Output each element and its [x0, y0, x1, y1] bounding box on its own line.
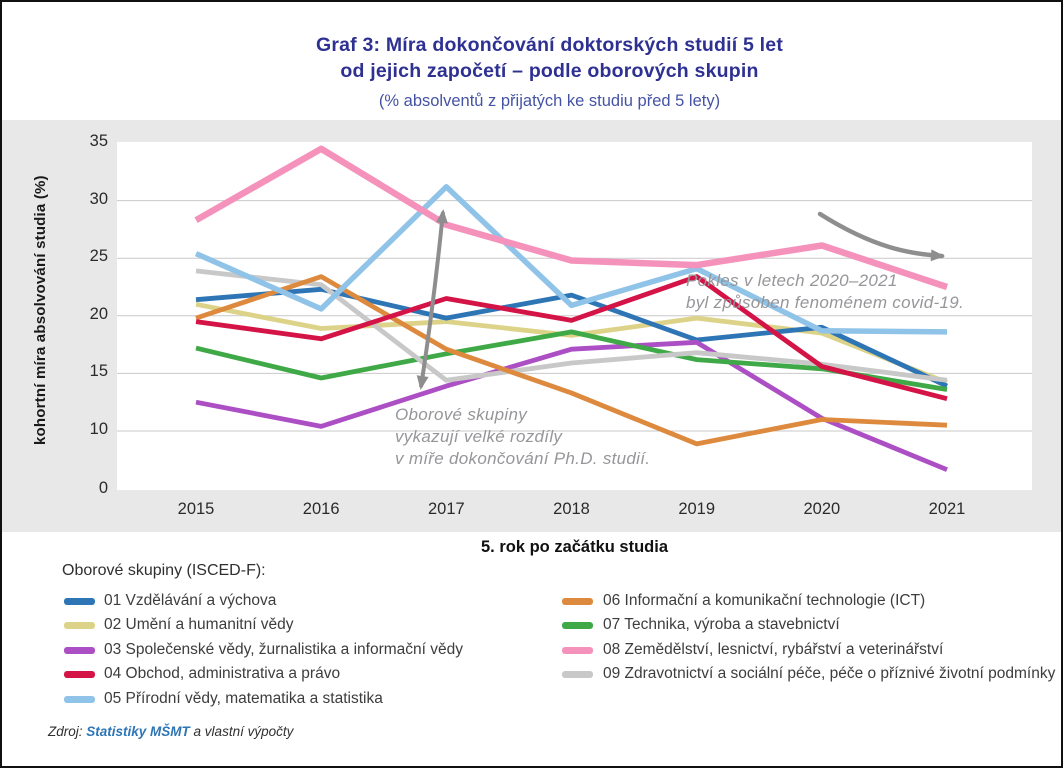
- annotation-groups-line3: v míře dokončování Ph.D. studií.: [395, 449, 651, 468]
- y-axis-label: kohortní míra absolvování studia (%): [32, 175, 49, 445]
- x-axis-title: 5. rok po začátku studia: [480, 538, 669, 556]
- series-line-08: [196, 149, 947, 287]
- y-tick-35: 35: [89, 132, 108, 150]
- legend-item-02: [64, 614, 294, 636]
- source-suffix: a vlastní výpočty: [189, 724, 294, 739]
- legend-label-09: 09 Zdravotnictví a sociální péče, péče o příznivé životní podmínky: [603, 665, 1056, 683]
- legend-swatch-08: [562, 647, 593, 654]
- source-line: [48, 724, 293, 739]
- legend-label-08: 08 Zemědělství, lesnictví, rybářství a veterinářství: [603, 640, 944, 658]
- legend-swatch-03: [64, 647, 95, 654]
- x-tick-2016: 2016: [302, 500, 340, 518]
- chart-title-line1: Graf 3: Míra dokončování doktorských studií 5 let: [315, 34, 784, 56]
- legend-label-07: 07 Technika, výroba a stavebnictví: [603, 616, 840, 634]
- legend-swatch-04: [64, 671, 95, 678]
- legend-item-03: [64, 639, 463, 661]
- annotation-groups-line2: vykazují velké rozdíly: [395, 427, 563, 446]
- plot-band: [2, 120, 1061, 532]
- legend-swatch-02: [64, 622, 95, 629]
- y-tick-20: 20: [89, 304, 108, 323]
- legend-label-06: 06 Informační a komunikační technologie (ICT): [603, 592, 926, 609]
- chart-title-line2: od jejich započetí – podle oborových skupin: [340, 60, 759, 82]
- legend-header: Oborové skupiny (ISCED-F):: [62, 562, 266, 579]
- legend-item-01: [64, 590, 276, 612]
- y-tick-0: 0: [98, 478, 108, 497]
- legend-item-06: [562, 590, 925, 612]
- x-tick-2019: 2019: [678, 500, 716, 518]
- y-tick-10: 10: [89, 420, 108, 438]
- annotation-covid-line1: Pokles v letech 2020–2021: [686, 271, 898, 290]
- legend-item-05: [64, 688, 383, 710]
- legend-item-09: [562, 663, 1055, 685]
- annotation-groups: [395, 404, 650, 470]
- legend-label-05: 05 Přírodní vědy, matematika a statistika: [104, 689, 383, 707]
- annotation-covid: [686, 270, 964, 314]
- legend-swatch-05: [64, 696, 95, 703]
- legend-item-08: [562, 639, 943, 661]
- annotation-groups-line1: Oborové skupiny: [395, 405, 528, 424]
- legend-label-04: 04 Obchod, administrativa a právo: [104, 665, 341, 683]
- legend-swatch-07: [562, 622, 593, 629]
- legend-item-04: [64, 663, 340, 685]
- x-tick-2020: 2020: [803, 500, 841, 518]
- legend-item-07: [562, 614, 840, 636]
- legend-swatch-06: [562, 598, 593, 605]
- y-tick-15: 15: [89, 362, 108, 381]
- legend-label-03: 03 Společenské vědy, žurnalistika a informační vědy: [104, 640, 463, 658]
- annotation-covid-line2: byl způsoben fenoménem covid-19.: [686, 293, 964, 312]
- y-tick-30: 30: [89, 189, 108, 208]
- x-tick-2017: 2017: [427, 500, 465, 518]
- legend-swatch-01: [64, 598, 95, 605]
- legend-label-01: 01 Vzdělávání a výchova: [104, 592, 277, 609]
- x-tick-2015: 2015: [177, 500, 215, 518]
- legend-label-02: 02 Umění a humanitní vědy: [104, 616, 294, 634]
- legend-swatch-09: [562, 671, 593, 678]
- source-prefix: Zdroj:: [48, 724, 87, 739]
- chart-subtitle: (% absolventů z přijatých ke studiu před 5 lety): [378, 92, 721, 110]
- source-link[interactable]: Statistiky MŠMT: [86, 724, 190, 739]
- y-tick-25: 25: [89, 247, 108, 266]
- x-tick-2021: 2021: [928, 500, 966, 518]
- x-tick-2018: 2018: [553, 500, 590, 518]
